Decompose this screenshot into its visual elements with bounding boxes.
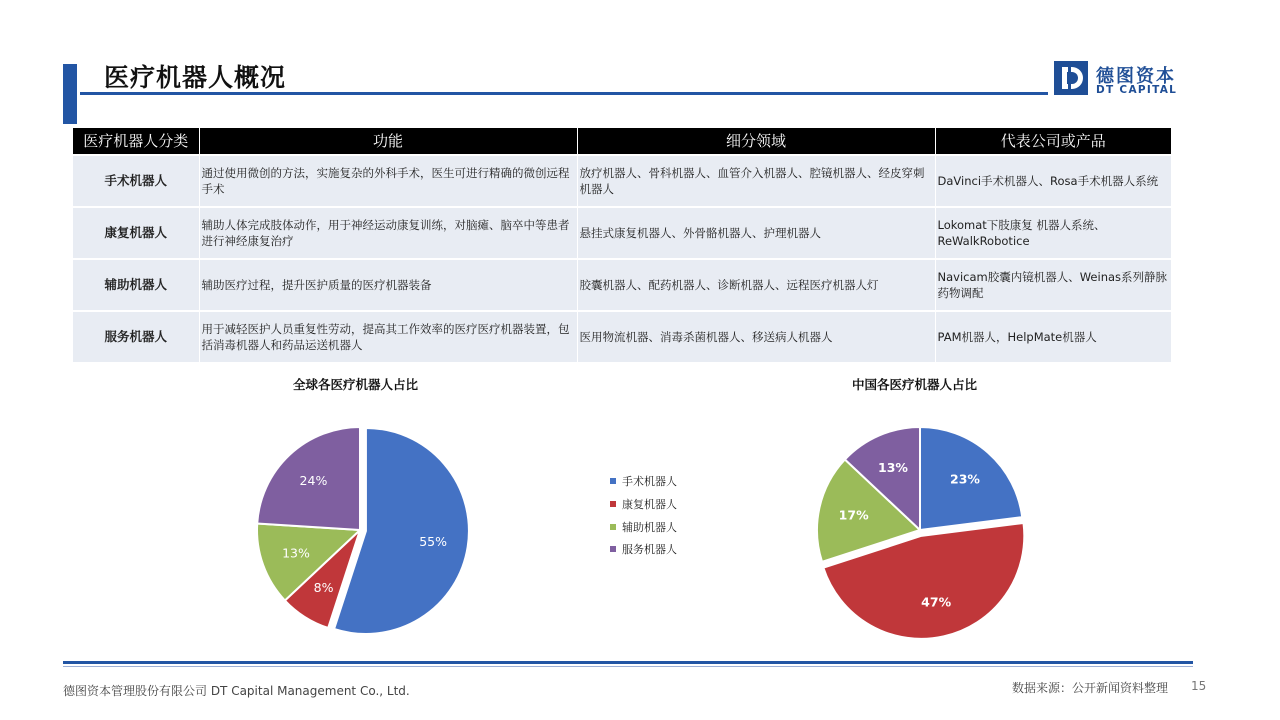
title-divider xyxy=(80,92,1048,95)
cell-function: 辅助医疗过程，提升医护质量的医疗机器装备 xyxy=(199,259,577,311)
pie-slice-label-1: 55% xyxy=(419,534,447,550)
table-row xyxy=(73,207,1171,259)
pie-slice-label-4: 24% xyxy=(299,472,328,488)
cell-segment: 放疗机器人、骨科机器人、血管介入机器人、腔镜机器人、经皮穿刺机器人 xyxy=(577,155,935,207)
column-header-category: 医疗机器人分类 xyxy=(73,128,199,155)
footer-divider xyxy=(63,661,1193,664)
legend-item xyxy=(610,493,677,516)
pie-slice-label-4: 13% xyxy=(878,460,908,476)
cell-segment: 医用物流机器、消毒杀菌机器人、移送病人机器人 xyxy=(577,311,935,362)
title-accent-bar xyxy=(63,64,77,124)
table-row xyxy=(73,311,1171,362)
legend-item xyxy=(610,515,677,538)
legend-label: 康复机器人 xyxy=(622,498,677,512)
cell-company: Lokomat下肢康复 机器人系统、ReWalkRobotice xyxy=(935,207,1171,259)
china-chart-title: 中国各医疗机器人占比 xyxy=(852,377,978,392)
cell-segment: 胶囊机器人、配药机器人、诊断机器人、远程医疗机器人灯 xyxy=(577,259,935,311)
footer-company: 德图资本管理股份有限公司 DT Capital Management Co., Ltd. xyxy=(63,684,410,698)
footer-source: 数据来源：公开新闻资料整理 xyxy=(1012,681,1169,695)
legend-label: 服务机器人 xyxy=(622,543,677,557)
chart-legend xyxy=(610,470,677,561)
cell-company: DaVinci手术机器人、Rosa手术机器人系统 xyxy=(935,155,1171,207)
pie-slice-label-1: 23% xyxy=(950,471,980,487)
legend-item xyxy=(610,538,677,561)
pie-slice-label-2: 8% xyxy=(313,579,334,595)
logo-chinese-name: 德图资本 xyxy=(1096,66,1176,87)
page-number: 15 xyxy=(1191,679,1207,693)
table-row xyxy=(73,259,1171,311)
legend-item xyxy=(610,470,677,493)
legend-swatch xyxy=(610,478,616,484)
column-header-company: 代表公司或产品 xyxy=(935,128,1171,155)
global-chart-title: 全球各医疗机器人占比 xyxy=(293,377,419,392)
legend-swatch xyxy=(610,524,616,530)
pie-slice-label-2: 47% xyxy=(921,594,952,610)
cell-category: 服务机器人 xyxy=(73,311,199,362)
cell-company: Navicam胶囊内镜机器人、Weinas系列静脉药物调配 xyxy=(935,259,1171,311)
legend-swatch xyxy=(610,501,616,507)
cell-category: 康复机器人 xyxy=(73,207,199,259)
table-header-row xyxy=(73,128,1171,155)
pie-slice-label-3: 13% xyxy=(282,545,310,561)
dt-logo-icon xyxy=(1054,61,1088,95)
cell-category: 辅助机器人 xyxy=(73,259,199,311)
legend-label: 辅助机器人 xyxy=(622,520,677,534)
cell-function: 通过使用微创的方法，实施复杂的外科手术，医生可进行精确的微创远程手术 xyxy=(199,155,577,207)
china-pie-chart xyxy=(810,420,1030,640)
robot-overview-table xyxy=(73,128,1171,362)
legend-label: 手术机器人 xyxy=(622,475,677,489)
page-title: 医疗机器人概况 xyxy=(104,63,287,92)
cell-function: 辅助人体完成肢体动作，用于神经运动康复训练，对脑瘫、脑卒中等患者进行神经康复治疗 xyxy=(199,207,577,259)
cell-company: PAM机器人，HelpMate机器人 xyxy=(935,311,1171,362)
table-row xyxy=(73,155,1171,207)
company-logo xyxy=(1054,60,1194,98)
cell-function: 用于减轻医护人员重复性劳动，提高其工作效率的医疗医疗机器装置，包括消毒机器人和药品运送机器人 xyxy=(199,311,577,362)
logo-english-name: DT CAPITAL xyxy=(1096,84,1178,96)
cell-segment: 悬挂式康复机器人、外骨骼机器人、护理机器人 xyxy=(577,207,935,259)
pie-slice-label-3: 17% xyxy=(838,507,869,523)
column-header-function: 功能 xyxy=(199,128,577,155)
global-pie-chart xyxy=(250,420,470,640)
column-header-segment: 细分领域 xyxy=(577,128,935,155)
footer-divider-thin xyxy=(63,666,1193,667)
legend-swatch xyxy=(610,546,616,552)
cell-category: 手术机器人 xyxy=(73,155,199,207)
